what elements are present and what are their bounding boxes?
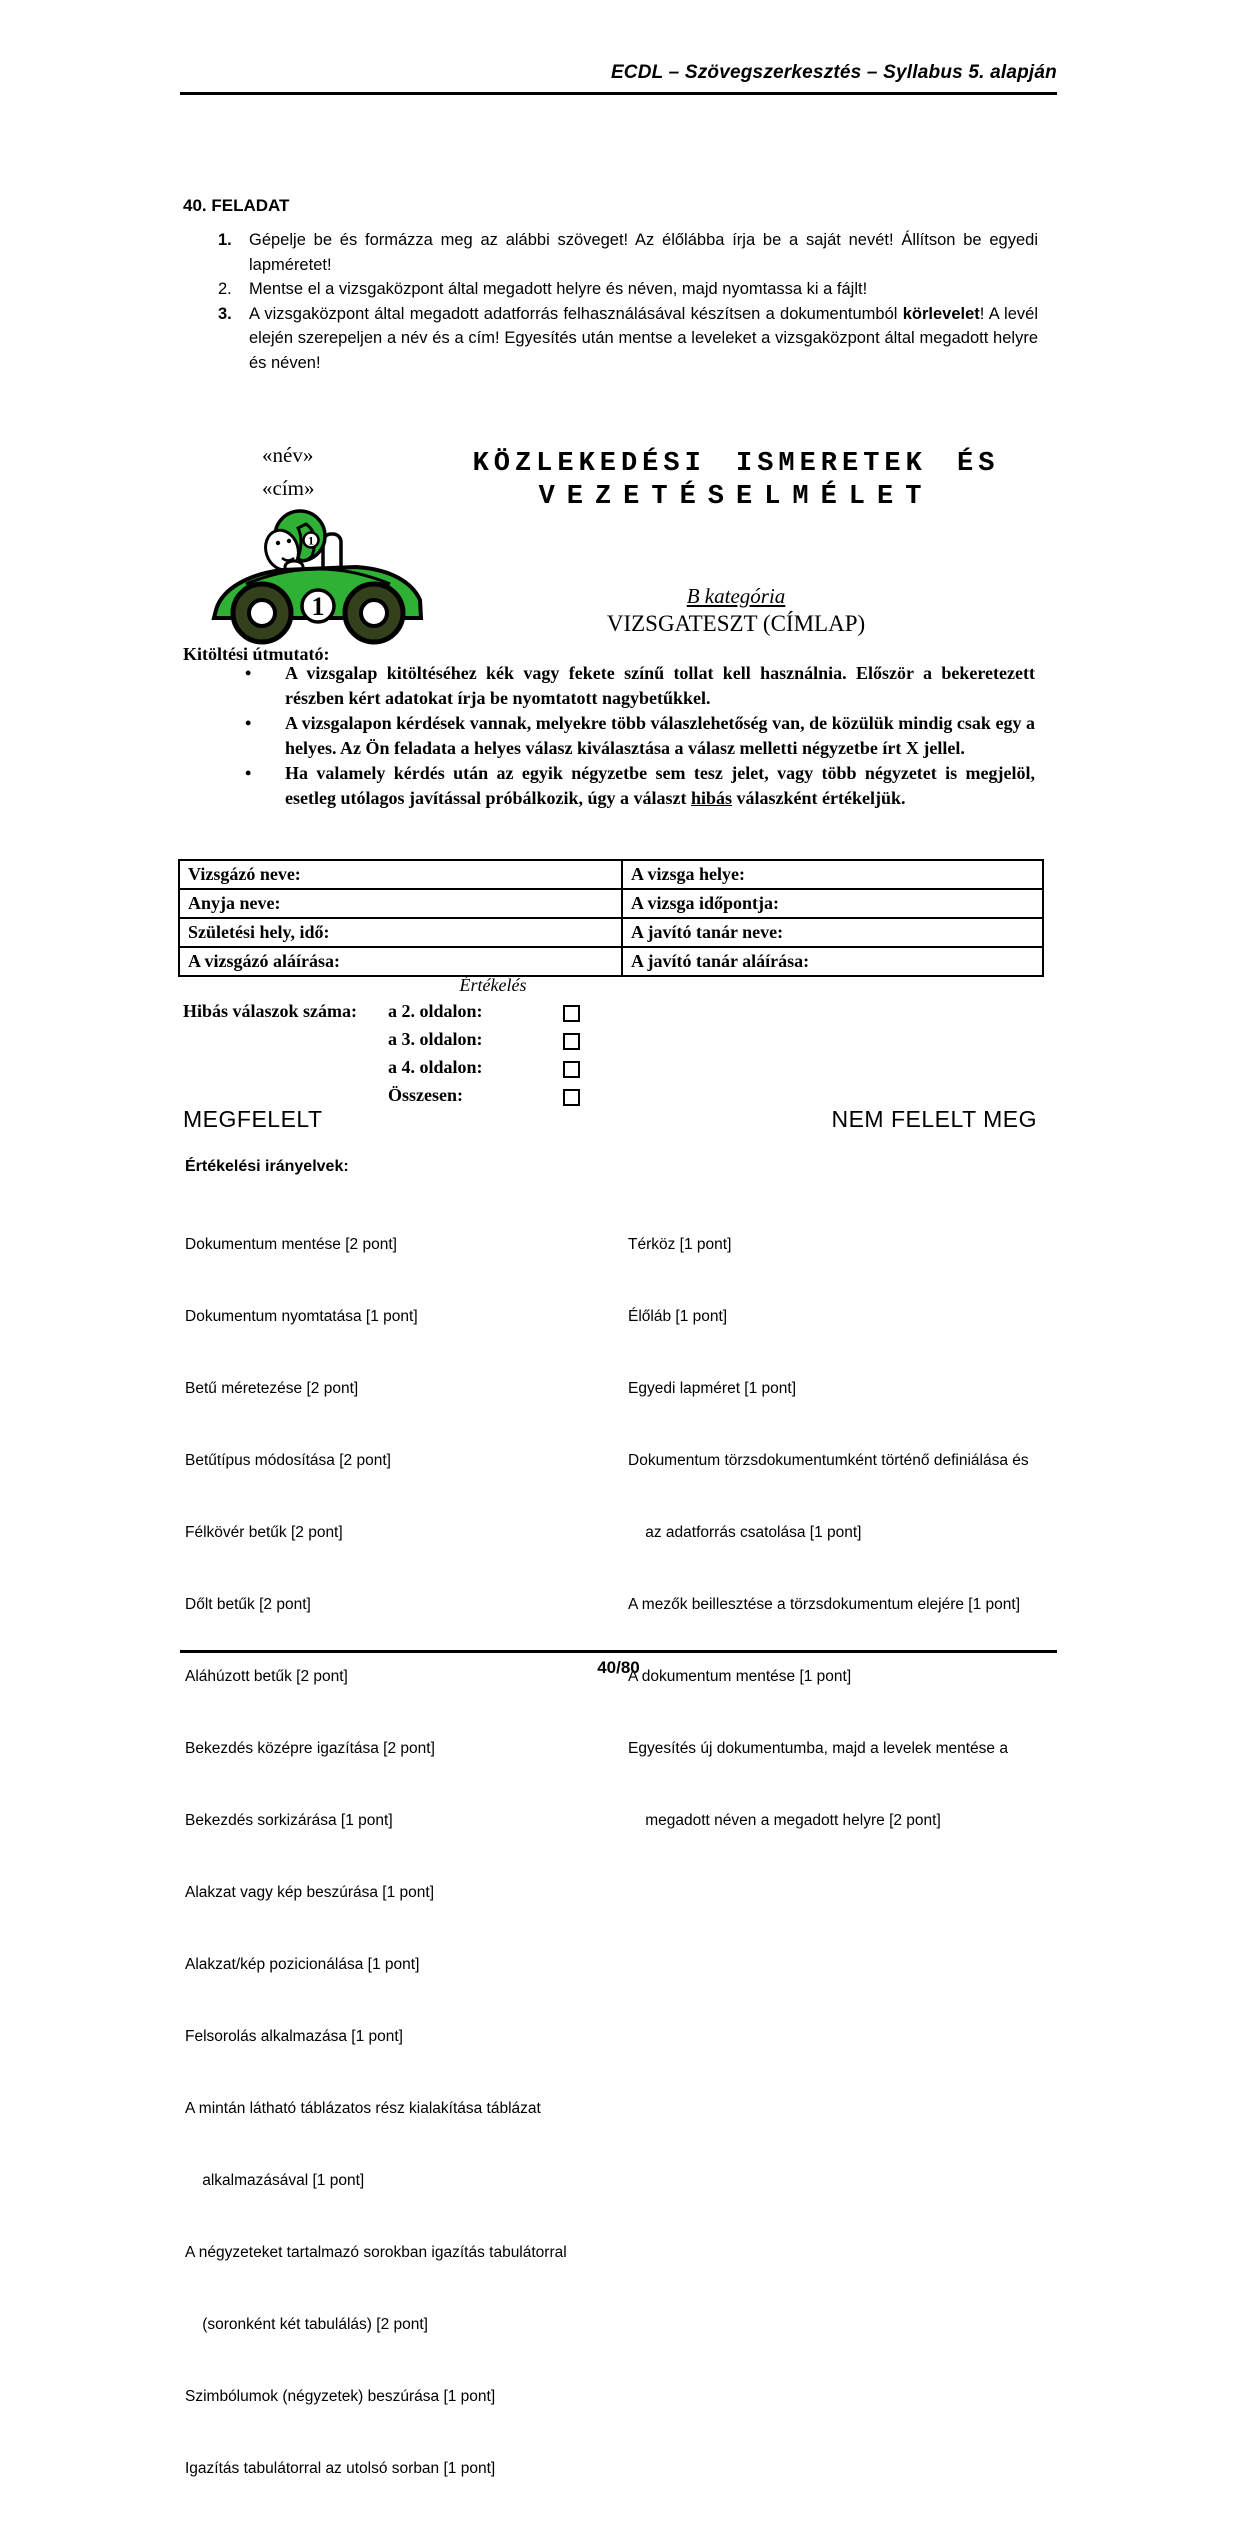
- page-header-title: ECDL – Szövegszerkesztés – Syllabus 5. alapján: [610, 62, 1057, 83]
- failed-label: NEM FELELT MEG: [831, 1106, 1037, 1132]
- task-instructions: [218, 228, 1038, 375]
- table-row: [179, 918, 1043, 947]
- criteria-item: megadott néven a megadott helyre [2 pont]: [628, 1812, 941, 1829]
- merge-field-address: «cím»: [262, 476, 315, 500]
- instruction-text-bold: körlevelet: [902, 304, 980, 323]
- bullet-text: A vizsgalap kitöltéséhez kék vagy fekete színű tollat kell használnia. Először a bekeretezett részben kért adatokat írja be nyomtatott nagybetűkkel.: [285, 663, 1035, 708]
- race-car-image: [210, 496, 428, 648]
- table-cell: A javító tanár neve:: [622, 918, 1043, 947]
- criteria-item: Dokumentum mentése [2 pont]: [185, 1236, 397, 1253]
- letter-subtitle: VIZSGATESZT (CÍMLAP): [606, 611, 866, 636]
- criteria-item: A mezők beillesztése a törzsdokumentum elejére [1 pont]: [628, 1596, 1021, 1613]
- bullet-icon: •: [245, 713, 252, 733]
- criteria-item: Betűtípus módosítása [2 pont]: [185, 1452, 391, 1469]
- guide-bullet-2: [183, 711, 1038, 761]
- car-number: 1: [311, 592, 325, 621]
- instruction-item-1: [218, 228, 1038, 277]
- instruction-text: Gépelje be és formázza meg az alábbi szöveget! Az élőlábba írja be a saját nevét! Állítson be egyedi lapméretet!: [249, 231, 1038, 274]
- evaluation-row-label: a 2. oldalon:: [388, 1001, 483, 1021]
- criteria-item: Szimbólumok (négyzetek) beszúrása [1 pont]: [185, 2388, 496, 2405]
- letter-title-line2: VEZETÉSELMÉLET: [538, 482, 934, 512]
- empty-checkbox: [563, 1005, 580, 1022]
- empty-checkbox: [563, 1061, 580, 1078]
- criteria-item: Félkövér betűk [2 pont]: [185, 1524, 343, 1541]
- bullet-icon: •: [245, 663, 252, 683]
- guide-bullet-list: [183, 661, 1038, 811]
- guide-bullet-1: [183, 661, 1038, 711]
- criteria-item: Bekezdés középre igazítása [2 pont]: [185, 1740, 435, 1757]
- criteria-item: Dokumentum nyomtatása [1 pont]: [185, 1308, 418, 1325]
- table-cell: Születési hely, idő:: [179, 918, 622, 947]
- empty-checkbox: [563, 1033, 580, 1050]
- bullet-text: [285, 761, 1035, 811]
- criteria-left-column: [185, 1185, 567, 2529]
- table-cell: Vizsgázó neve:: [179, 860, 622, 889]
- instruction-text: Mentse el a vizsgaközpont által megadott helyre és néven, majd nyomtassa ki a fájlt!: [249, 280, 868, 298]
- footer-rule: [180, 1650, 1057, 1653]
- criteria-item: A mintán látható táblázatos rész kialakítása táblázat: [185, 2100, 541, 2117]
- car-wheel-hub: [361, 600, 387, 626]
- criteria-item: Dőlt betűk [2 pont]: [185, 1596, 311, 1613]
- criteria-item: alkalmazásával [1 pont]: [185, 2172, 365, 2189]
- criteria-item: Élőláb [1 pont]: [628, 1308, 728, 1325]
- criteria-item: A dokumentum mentése [1 pont]: [628, 1668, 852, 1685]
- criteria-item: Egyesítés új dokumentumba, majd a levelek mentése a: [628, 1740, 1008, 1757]
- car-wheel-hub: [249, 600, 275, 626]
- criteria-item: Betű méretezése [2 pont]: [185, 1380, 359, 1397]
- criteria-item: Alakzat vagy kép beszúrása [1 pont]: [185, 1884, 435, 1901]
- evaluation-row-label: a 4. oldalon:: [388, 1057, 483, 1077]
- instruction-text-part: A vizsgaközpont által megadott adatforrás felhasználásával készítsen a dokumentumból: [249, 304, 903, 323]
- instruction-text-part: ! A levél elején szerepeljen a név és a cím! Egyesítés után mentse a leveleket a vizsgaközpont által megadott helyre és néven!: [249, 304, 1038, 372]
- empty-checkbox: [563, 1089, 580, 1106]
- table-cell: A javító tanár aláírása:: [622, 947, 1043, 976]
- driver-eye: [287, 539, 291, 543]
- instruction-item-3: [218, 302, 1038, 376]
- driver-eye: [276, 541, 280, 545]
- table-row: [179, 947, 1043, 976]
- table-cell: A vizsga helye:: [622, 860, 1043, 889]
- bullet-text-underlined: hibás: [691, 788, 733, 808]
- table-cell: A vizsgázó aláírása:: [179, 947, 622, 976]
- instruction-number: 2.: [218, 280, 232, 298]
- instruction-number: 3.: [218, 304, 232, 323]
- table-row: [179, 889, 1043, 918]
- criteria-item: az adatforrás csatolása [1 pont]: [628, 1524, 862, 1541]
- criteria-right-column: [628, 1185, 1029, 1881]
- bullet-text-part: Ha valamely kérdés után az egyik négyzetbe sem tesz jelet, vagy több négyzetet is megjelöl, esetleg utólagos javítással próbálkozik, úgy a választ: [285, 763, 1035, 808]
- criteria-item: Alakzat/kép pozicionálása [1 pont]: [185, 1956, 420, 1973]
- bullet-icon: •: [245, 763, 252, 783]
- criteria-item: Igazítás tabulátorral az utolsó sorban [1 pont]: [185, 2460, 496, 2477]
- helmet-badge-number: 1: [308, 533, 314, 548]
- criteria-item: Felsorolás alkalmazása [1 pont]: [185, 2028, 403, 2045]
- guide-heading: Kitöltési útmutató:: [183, 644, 330, 664]
- criteria-item: A négyzeteket tartalmazó sorokban igazítás tabulátorral: [185, 2244, 567, 2261]
- criteria-item: Egyedi lapméret [1 pont]: [628, 1380, 797, 1397]
- letter-title: [430, 448, 1042, 514]
- criteria-item: Aláhúzott betűk [2 pont]: [185, 1668, 348, 1685]
- letter-category: B kategória: [686, 584, 786, 608]
- merge-field-name: «név»: [262, 443, 314, 467]
- criteria-heading: Értékelési irányelvek:: [185, 1158, 349, 1175]
- task-heading: 40. FELADAT: [183, 196, 290, 215]
- instruction-item-2: [218, 277, 1038, 302]
- evaluation-row: [183, 1029, 803, 1057]
- bullet-text-part: válaszként értékeljük.: [732, 788, 906, 808]
- criteria-item: Bekezdés sorkizárása [1 pont]: [185, 1812, 393, 1829]
- letter-title-line1: KÖZLEKEDÉSI ISMERETEK ÉS: [472, 449, 1000, 479]
- evaluation-row-label: Összesen:: [388, 1085, 463, 1105]
- table-row: [179, 860, 1043, 889]
- table-cell: A vizsga időpontja:: [622, 889, 1043, 918]
- passed-label: MEGFELELT: [183, 1106, 323, 1132]
- criteria-item: Térköz [1 pont]: [628, 1236, 732, 1253]
- evaluation-block: [183, 1001, 803, 1113]
- candidate-form-table: [178, 859, 1044, 977]
- criteria-item: (soronként két tabulálás) [2 pont]: [185, 2316, 428, 2333]
- bullet-text: A vizsgalapon kérdések vannak, melyekre több válaszlehetőség van, de közülük mindig csak egy a helyes. Az Ön feladata a helyes válasz kiválasztása a válasz melletti négyzetbe írt X jellel.: [285, 713, 1035, 758]
- evaluation-row: [183, 1001, 803, 1029]
- guide-bullet-3: [183, 761, 1038, 811]
- evaluation-heading: Értékelés: [459, 975, 527, 995]
- wrong-answers-label: Hibás válaszok száma:: [183, 1001, 358, 1021]
- page-number: 40/80: [597, 1658, 640, 1677]
- table-cell: Anyja neve:: [179, 889, 622, 918]
- header-rule: [180, 92, 1057, 95]
- criteria-item: Dokumentum törzsdokumentumként történő definiálása és: [628, 1452, 1029, 1469]
- evaluation-row: [183, 1057, 803, 1085]
- instruction-text: [249, 302, 1038, 376]
- instruction-number: 1.: [218, 231, 232, 249]
- evaluation-row-label: a 3. oldalon:: [388, 1029, 483, 1049]
